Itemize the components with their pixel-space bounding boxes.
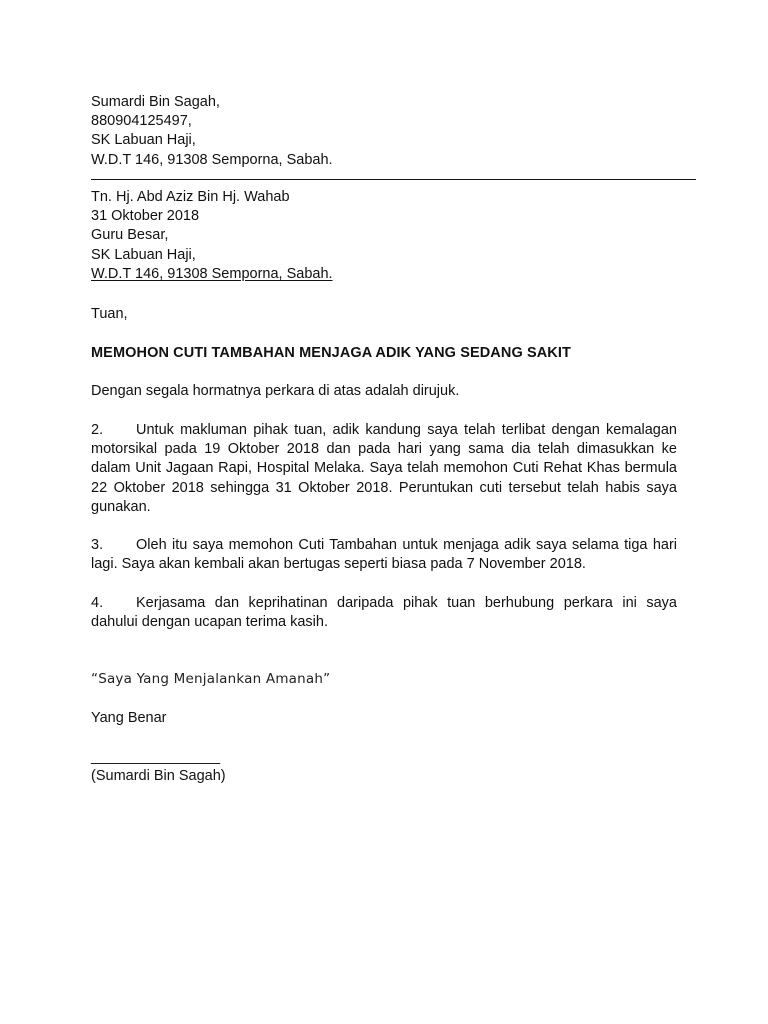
sender-ic-number: 880904125497, xyxy=(91,113,192,130)
signature-name: (Sumardi Bin Sagah) xyxy=(91,768,226,784)
recipient-address: W.D.T 146, 91308 Semporna, Sabah. xyxy=(91,265,333,282)
paragraph-line: motorsikal pada 19 Oktober 2018 dan pada hari yang sama dia telah dimasukkan ke xyxy=(91,441,677,458)
paragraph-line: Oleh itu saya memohon Cuti Tambahan untuk menjaga adik saya selama tiga hari xyxy=(136,537,677,553)
paragraph-line: gunakan. xyxy=(91,498,151,515)
paragraph-line: 22 Oktober 2018 sehingga 31 Oktober 2018. Peruntukan cuti tersebut telah habis saya xyxy=(91,479,677,496)
recipient-address-block xyxy=(91,188,333,284)
signature-line: ________________ xyxy=(91,749,221,765)
closing: Yang Benar xyxy=(91,710,167,726)
paragraph-line: lagi. Saya akan kembali akan bertugas seperti biasa pada 7 November 2018. xyxy=(91,556,586,573)
paragraph-number: 4. xyxy=(91,595,104,611)
sender-address: W.D.T 146, 91308 Semporna, Sabah. xyxy=(91,151,333,168)
sender-address-block xyxy=(91,93,333,170)
motto: “Saya Yang Menjalankan Amanah” xyxy=(91,671,331,687)
recipient-school: SK Labuan Haji, xyxy=(91,246,196,263)
paragraph-number: 2. xyxy=(91,422,104,438)
paragraph-3 xyxy=(91,536,677,574)
paragraph-4 xyxy=(91,594,677,632)
recipient-position: Guru Besar, xyxy=(91,227,169,244)
paragraph-line: dalam Unit Jagaan Rapi, Hospital Melaka. Saya telah memohon Cuti Rehat Khas bermula xyxy=(91,460,677,477)
header-divider xyxy=(91,179,696,180)
recipient-name: Tn. Hj. Abd Aziz Bin Hj. Wahab xyxy=(91,189,290,205)
sender-name: Sumardi Bin Sagah, xyxy=(91,94,220,110)
paragraph-line: Kerjasama dan keprihatinan daripada pihak tuan berhubung perkara ini saya xyxy=(136,595,677,611)
letter-subject: MEMOHON CUTI TAMBAHAN MENJAGA ADIK YANG SEDANG SAKIT xyxy=(91,345,571,361)
paragraph-line: Untuk makluman pihak tuan, adik kandung saya telah terlibat dengan kemalagan xyxy=(136,422,677,438)
intro-paragraph: Dengan segala hormatnya perkara di atas adalah dirujuk. xyxy=(91,383,460,399)
letter-date: 31 Oktober 2018 xyxy=(91,208,200,225)
paragraph-2 xyxy=(91,421,677,517)
paragraph-line: dahului dengan ucapan terima kasih. xyxy=(91,614,328,631)
salutation: Tuan, xyxy=(91,306,128,322)
sender-school: SK Labuan Haji, xyxy=(91,132,196,149)
paragraph-number: 3. xyxy=(91,537,104,553)
